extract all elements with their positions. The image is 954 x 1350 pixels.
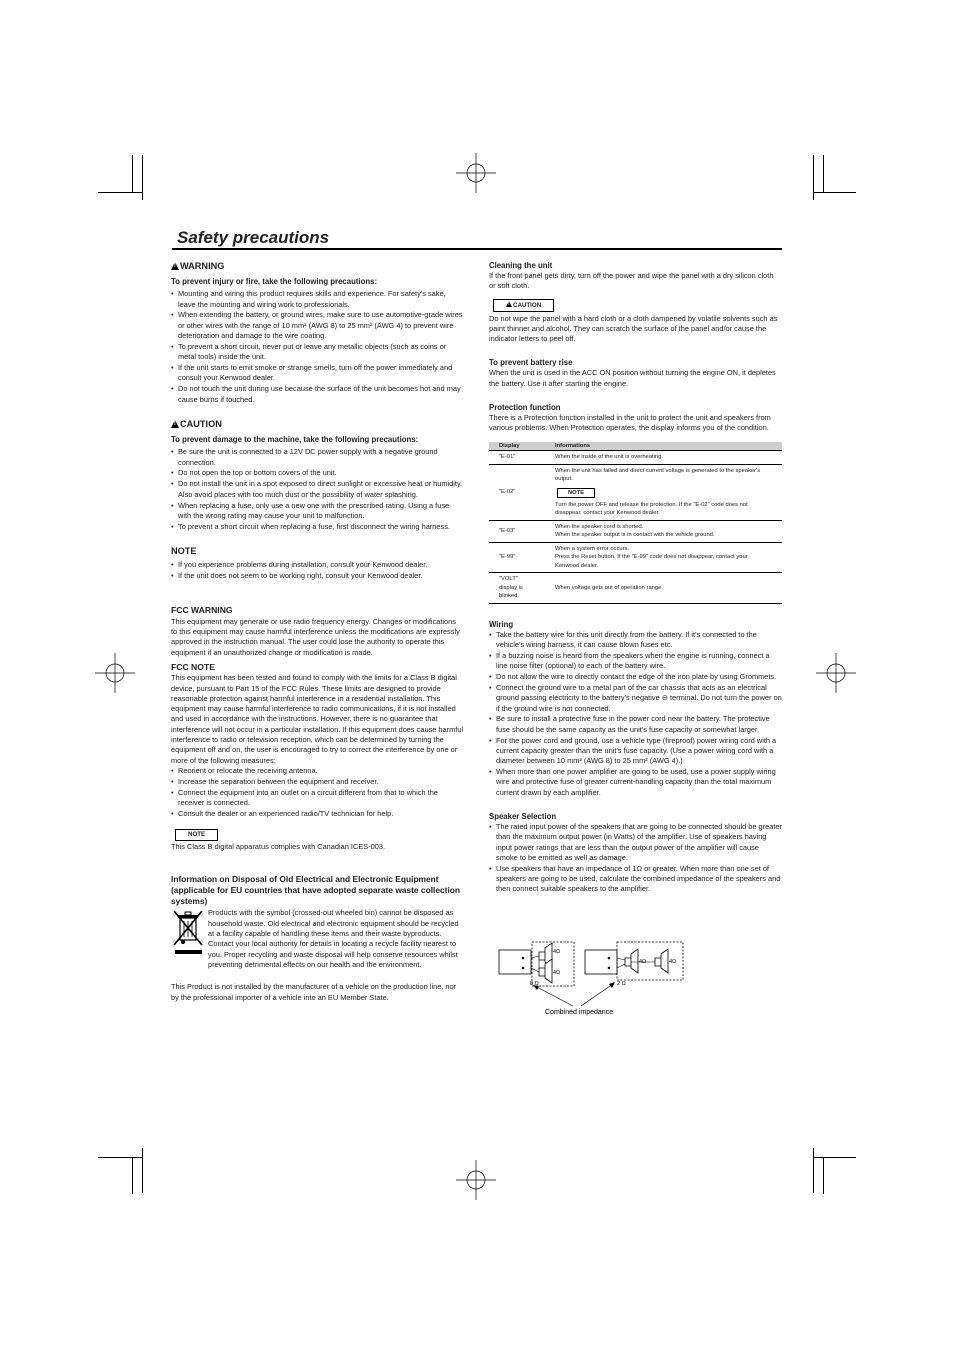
fcc-note-heading: FCC NOTE: [171, 661, 215, 672]
table-header-display: Display: [489, 442, 545, 451]
table-row: [489, 520, 782, 542]
info-line: Press the Reset button. If the "E-99" code does not disappear, contact your Kenwood dealer.: [555, 554, 748, 569]
list-item: • If the unit does not seem to be working right, consult your Kenwood dealer.: [171, 571, 464, 581]
info-line: Turn the power OFF and release the protection. If the "E-02" code does not disappear, contact your Kenwood dealer.: [555, 501, 748, 517]
info-cell: [545, 464, 782, 520]
list-item: • Do not touch the unit during use because the surface of the unit becomes hot and may cause burns if touched.: [171, 384, 464, 405]
warning-subheading: To prevent injury or fire, take the following precautions:: [171, 277, 378, 287]
caution-list: [171, 447, 464, 532]
crop-mark: [823, 1157, 824, 1194]
impedance-diagram: [495, 938, 695, 1020]
list-item: • Connect the ground wire to a metal part of the car chassis that acts as an electrical ground passing electricity to the battery's negative ⊖ terminal. Do not turn the power on if the ground wire is not connected.: [489, 683, 782, 714]
protection-text: There is a Protection function installed in the unit to protect the unit and speakers from various problems. When Protection operates, the display informs you of the condition.: [489, 413, 771, 433]
display-cell: "E-99": [489, 542, 545, 573]
info-line: When the unit has failed and direct current voltage is generated to the speaker's output.: [555, 467, 761, 483]
battery-text: When the unit is used in the ACC ON position without turning the engine ON, it depletes the battery. Use it after starting the engine.: [489, 368, 776, 388]
list-item: • Mounting and wiring this product requires skills and experience. For safety's sake, leave the mounting and wiring work to professionals.: [171, 289, 464, 310]
crop-mark: [132, 155, 133, 192]
note-heading: NOTE: [171, 545, 197, 556]
cleaning-text: If the front panel gets dirty, turn off the power and wipe the panel with a dry silicon cloth or soft cloth.: [489, 271, 774, 291]
table-row: [489, 464, 782, 520]
crop-mark: [142, 155, 143, 200]
list-item: • The rated input power of the speakers that are going to be connected should be greater than the maximum output power (in Watts) of the amplifier. Use of speakers having input power ratings that are less than the output power of the amplifier will cause smoke to be emitted as well as damage.: [489, 822, 782, 863]
cleaning-heading: Cleaning the unit: [489, 261, 553, 270]
crop-mark: [813, 155, 814, 200]
info-cell: When the inside of the unit is overheating.: [545, 451, 782, 465]
list-item: • To prevent a short circuit, never put or leave any metallic objects (such as coins or metal tools) inside the unit.: [171, 342, 464, 363]
wiring-heading: Wiring: [489, 619, 514, 629]
list-item: • Consult the dealer or an experienced radio/TV technician for help.: [171, 809, 464, 819]
disposal-text: Products with the symbol (crossed-out wheeled bin) cannot be disposed as household waste. Old electrical and electronic equipment should be recycled at a facility capable of handling these items and their waste byproducts. Contact your local authority for details in locating a recycle facility nearest to you. Proper recycling and waste disposal will help conserve resources whilst preventing detrimental effects on our health and the environment.: [208, 908, 459, 969]
crop-mark: [98, 1157, 143, 1158]
table-header-row: [489, 442, 782, 451]
impedance-label: 4Ω: [553, 949, 561, 955]
note-list: [171, 560, 464, 581]
cleaning-caution-box: [493, 299, 554, 312]
battery-heading: To prevent battery rise: [489, 358, 573, 368]
warning-heading: [171, 261, 464, 271]
protection-table: [489, 442, 782, 604]
cleaning-caution-label: CAUTION: [513, 301, 542, 309]
list-item: • Do not open the top or bottom covers of the unit.: [171, 468, 464, 478]
wiring-list: [489, 630, 782, 798]
right-column: [489, 258, 782, 895]
disposal-block: [171, 908, 464, 970]
registration-mark-icon: [816, 653, 856, 693]
info-line: When the speaker cord is shorted.: [555, 523, 644, 530]
fcc-note-box: NOTE: [175, 829, 218, 841]
combined-impedance-label: 8 Ω: [530, 981, 539, 987]
list-item: • If a buzzing noise is heard from the speakers when the engine is running, connect a line noise filter (optional) to each of the battery wire.: [489, 651, 782, 672]
list-item: • Do not allow the wire to directly contact the edge of the iron plate by using Grommets.: [489, 672, 782, 682]
crop-mark: [132, 1157, 133, 1194]
impedance-label: 4Ω: [639, 959, 647, 965]
list-item: • To prevent a short circuit when replacing a fuse, first disconnect the wiring harness.: [171, 522, 464, 532]
table-header-info: Informations: [545, 442, 782, 451]
list-item: • If you experience problems during installation, consult your Kenwood dealer.: [171, 560, 464, 570]
combined-impedance-label: 2 Ω: [617, 981, 626, 987]
title-rule: [172, 248, 782, 250]
fcc-note-list: [171, 766, 464, 819]
left-column: [171, 258, 464, 1003]
list-item: • Be sure the unit is connected to a 12V DC power supply with a negative ground connection.: [171, 447, 464, 468]
list-item: • Increase the separation between the equipment and receiver.: [171, 777, 464, 787]
impedance-label: 4Ω: [669, 959, 677, 965]
crop-mark: [98, 192, 143, 193]
registration-mark-icon: [95, 653, 135, 693]
info-cell: [545, 542, 782, 573]
registration-mark-icon: [456, 1160, 496, 1200]
table-row: [489, 573, 782, 604]
ices-text: This Class B digital apparatus complies with Canadian ICES-003.: [171, 842, 386, 852]
list-item: • Be sure to install a protective fuse in the power cord near the battery. The protective fuse should be the same capacity as the unit's fuse capacity or somewhat larger.: [489, 714, 782, 735]
list-item: • Connect the equipment into an outlet on a circuit different from that to which the receiver is connected.: [171, 788, 464, 809]
page-title: Safety precautions: [177, 228, 330, 247]
speaker-heading: Speaker Selection: [489, 811, 557, 821]
speaker-list: [489, 822, 782, 895]
display-cell: "VOLT" display is blinked.: [489, 573, 545, 604]
impedance-label: 4Ω: [553, 970, 561, 976]
crop-mark: [813, 192, 856, 193]
crop-mark: [813, 1148, 814, 1193]
list-item: • Do not install the unit in a spot exposed to direct sunlight or excessive heat or humidity. Also avoid places with too much dust or the possibility of water splashing.: [171, 479, 464, 500]
list-item: • Use speakers that have an impedance of 1Ω or greater. When more than one set of speakers are going to be used, calculate the combined impedance of the speakers and then connect suitable speakers to the amplifier.: [489, 864, 782, 895]
display-cell: "E-02": [489, 464, 545, 520]
table-row: [489, 451, 782, 465]
fcc-warning-heading: FCC WARNING: [171, 605, 233, 616]
table-note-box: NOTE: [557, 488, 595, 498]
list-item: • For the power cord and ground, use a vehicle type (fireproof) power wiring cord with a current capacity greater than the unit's fuse capacity. (Use a power wiring cord with a diameter between 10 mm² (AWG 8) to 25 mm² (AWG 4).): [489, 736, 782, 767]
cleaning-caution-text: Do not wipe the panel with a hard cloth or a cloth dampened by volatile solvents such as paint thinner and alcohol. They can scratch the surface of the panel and/or cause the indicator letters to peel off.: [489, 313, 778, 344]
caution-icon: [506, 301, 512, 307]
list-item: • When replacing a fuse, only use a new one with the prescribed rating. Using a fuse with the wrong rating may cause your unit to malfunction.: [171, 501, 464, 522]
caution-heading: [171, 419, 464, 429]
info-cell: [545, 520, 782, 542]
info-line: When a system error occurs.: [555, 545, 630, 552]
list-item: • Take the battery wire for this unit directly from the battery. If it's connected to the vehicle's wiring harness, it can cause blown fuses etc.: [489, 630, 782, 651]
caution-heading-label: CAUTION: [180, 418, 222, 429]
caution-subheading: To prevent damage to the machine, take the following precautions:: [171, 435, 419, 445]
info-cell: When voltage gets out of operation range.: [545, 573, 782, 604]
list-item: • When extending the battery, or ground wires, make sure to use automotive-grade wires or other wires with the range of 10 mm² (AWG 8) to 25 mm² (AWG 4) to prevent wire deterioration and damage to the wire coating.: [171, 310, 464, 341]
table-row: [489, 542, 782, 573]
protection-heading: Protection function: [489, 403, 561, 413]
fcc-warning-text: This equipment may generate or use radio frequency energy. Changes or modifications to this equipment may cause harmful interference unless the modifications are expressly approved in the instruction manual. The user could lose the authority to operate this equipment if an unauthorized change or modification is made.: [171, 616, 460, 657]
diagram-caption: Combined impedance: [545, 1009, 614, 1016]
display-cell: "E-03": [489, 520, 545, 542]
info-line: When the speaker output is in contact with the vehicle ground.: [555, 532, 715, 539]
registration-mark-icon: [456, 153, 496, 193]
warning-heading-label: WARNING: [180, 261, 225, 271]
disposal-heading: Information on Disposal of Old Electrical and Electronic Equipment (applicable for EU countries that have adopted separate waste collection systems): [171, 874, 461, 907]
display-cell: "E-01": [489, 451, 545, 465]
crossed-out-bin-icon: [171, 908, 205, 956]
disposal-footer: This Product is not installed by the manufacturer of a vehicle on the production line, nor by the professional importer of a vehicle into an EU Member State.: [171, 982, 457, 1002]
warning-icon: [171, 262, 179, 270]
fcc-note-text: This equipment has been tested and found to comply with the limits for a Class B digital device, pursuant to Part 15 of the FCC Rules. These limits are designed to provide reasonable protection against harmful interference in a residential installation. This equipment may cause harmful interference to radio communications, if it is not installed and used in accordance with the instructions. However, there is no guarantee that interference will not occur in a particular installation. If this equipment does cause harmful interference to radio or television reception, which can be determined by turning the equipment off and on, the user is encouraged to try to correct the interference by one or more of the following measures:: [171, 673, 464, 765]
crop-mark: [142, 1148, 143, 1193]
crop-mark: [823, 155, 824, 192]
list-item: • If the unit starts to emit smoke or strange smells, turn off the power immediately and consult your Kenwood dealer.: [171, 363, 464, 384]
caution-icon: [171, 420, 179, 428]
warning-list: [171, 289, 464, 405]
list-item: • When more than one power amplifier are going to be used, use a power supply wiring wire and protective fuse of greater current-handling capacity than the total maximum current drawn by each amplifier.: [489, 767, 782, 798]
crop-mark: [813, 1157, 856, 1158]
list-item: • Reorient or relocate the receiving antenna.: [171, 766, 464, 776]
